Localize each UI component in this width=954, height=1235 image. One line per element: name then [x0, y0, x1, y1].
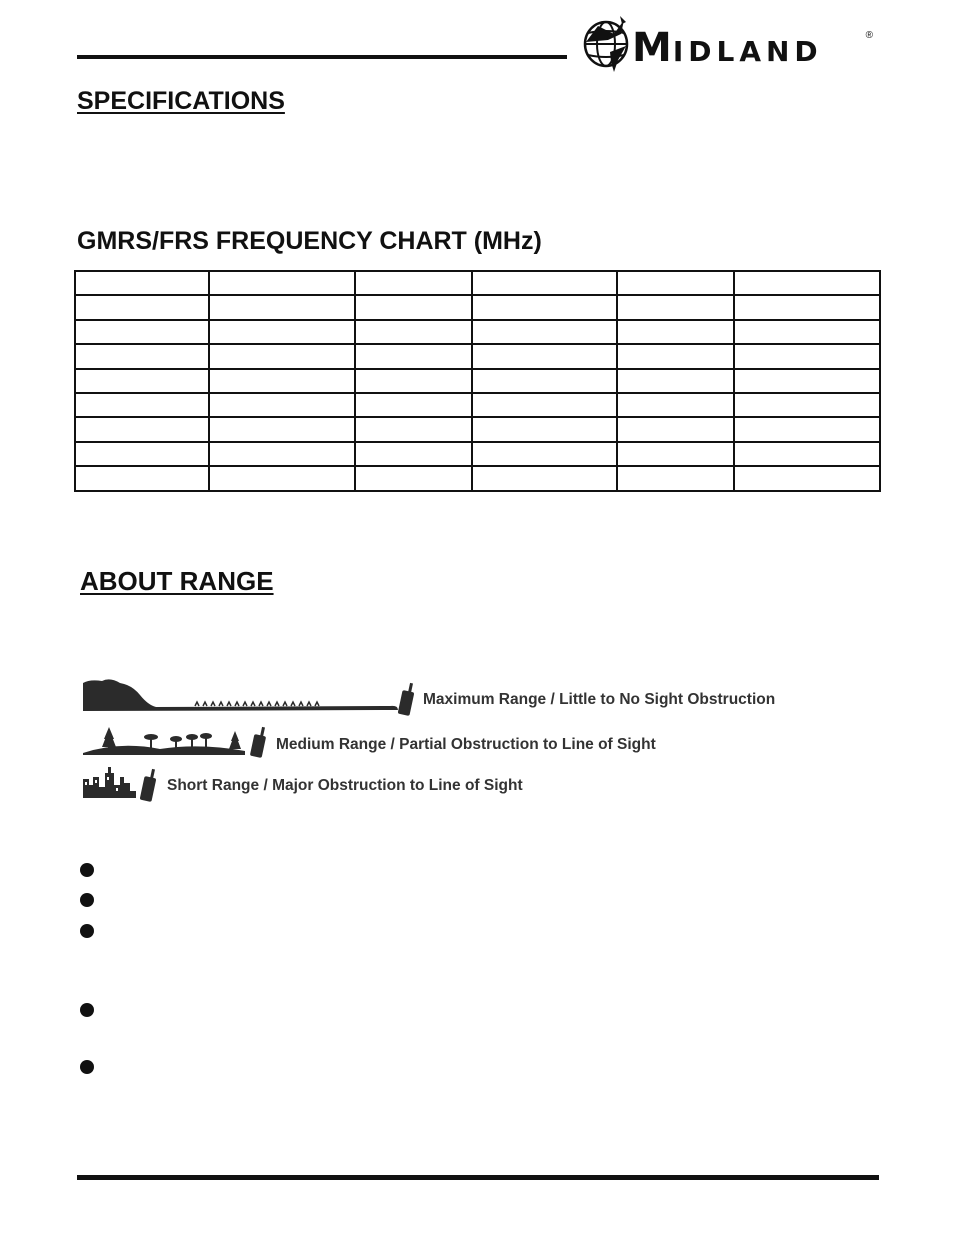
table-cell — [617, 369, 734, 393]
table-cell — [617, 271, 734, 295]
about-range-heading: ABOUT RANGE — [80, 566, 274, 596]
globe-icon — [580, 12, 636, 74]
table-cell — [209, 442, 355, 466]
table-row — [75, 295, 880, 319]
table-cell — [617, 295, 734, 319]
table-cell — [617, 344, 734, 368]
header-rule — [77, 55, 567, 59]
table-cell — [75, 369, 209, 393]
table-cell — [355, 466, 472, 490]
bullet-point — [80, 1060, 94, 1074]
table-cell — [617, 417, 734, 441]
table-cell — [355, 393, 472, 417]
table-cell — [472, 295, 617, 319]
table-cell — [209, 320, 355, 344]
table-cell — [355, 417, 472, 441]
table-cell — [472, 271, 617, 295]
table-cell — [209, 271, 355, 295]
table-cell — [617, 320, 734, 344]
table-cell — [209, 369, 355, 393]
table-cell — [209, 466, 355, 490]
footer-rule — [77, 1175, 879, 1180]
table-cell — [472, 344, 617, 368]
table-cell — [209, 295, 355, 319]
bullet-point — [80, 863, 94, 877]
table-cell — [617, 393, 734, 417]
table-cell — [472, 417, 617, 441]
table-cell — [472, 442, 617, 466]
table-row — [75, 393, 880, 417]
table-cell — [734, 466, 880, 490]
table-row — [75, 344, 880, 368]
table-cell — [617, 442, 734, 466]
hills-icon — [83, 679, 398, 711]
table-cell — [209, 417, 355, 441]
table-cell — [472, 393, 617, 417]
table-cell — [75, 466, 209, 490]
table-row — [75, 466, 880, 490]
table-cell — [472, 466, 617, 490]
specifications-heading: SPECIFICATIONS — [77, 87, 285, 115]
midland-logo — [580, 12, 875, 74]
table-row — [75, 417, 880, 441]
radio-icon — [398, 683, 415, 716]
range-illustration — [80, 673, 780, 808]
frequency-table-body — [75, 271, 880, 491]
table-cell — [734, 320, 880, 344]
brand-wordmark: MIDLAND — [632, 25, 823, 71]
table-cell — [75, 271, 209, 295]
radio-icon — [250, 727, 266, 758]
table-cell — [617, 466, 734, 490]
bullet-point — [80, 924, 94, 938]
table-cell — [355, 442, 472, 466]
table-row — [75, 320, 880, 344]
table-cell — [734, 295, 880, 319]
table-cell — [355, 344, 472, 368]
table-cell — [75, 417, 209, 441]
table-cell — [355, 320, 472, 344]
table-cell — [209, 344, 355, 368]
registered-mark: ® — [865, 30, 873, 41]
table-cell — [355, 295, 472, 319]
bullet-point — [80, 893, 94, 907]
table-cell — [355, 271, 472, 295]
table-cell — [734, 442, 880, 466]
table-cell — [734, 369, 880, 393]
table-row — [75, 271, 880, 295]
range-label-short: Short Range / Major Obstruction to Line of Sight — [167, 777, 523, 794]
table-cell — [75, 442, 209, 466]
radio-icon — [140, 769, 157, 802]
table-cell — [472, 369, 617, 393]
bullet-point — [80, 1003, 94, 1017]
table-cell — [472, 320, 617, 344]
frequency-chart-heading: GMRS/FRS FREQUENCY CHART (MHz) — [77, 227, 542, 255]
table-cell — [75, 295, 209, 319]
table-cell — [734, 271, 880, 295]
table-row — [75, 369, 880, 393]
table-cell — [355, 369, 472, 393]
table-cell — [734, 417, 880, 441]
city-skyline-icon — [83, 767, 136, 798]
table-cell — [734, 393, 880, 417]
frequency-table — [74, 270, 881, 492]
trees-icon — [83, 727, 245, 755]
table-cell — [75, 320, 209, 344]
table-cell — [75, 393, 209, 417]
table-cell — [75, 344, 209, 368]
table-cell — [734, 344, 880, 368]
table-cell — [209, 393, 355, 417]
range-label-maximum: Maximum Range / Little to No Sight Obstruction — [423, 691, 776, 708]
range-label-medium: Medium Range / Partial Obstruction to Line of Sight — [276, 736, 656, 753]
table-row — [75, 442, 880, 466]
